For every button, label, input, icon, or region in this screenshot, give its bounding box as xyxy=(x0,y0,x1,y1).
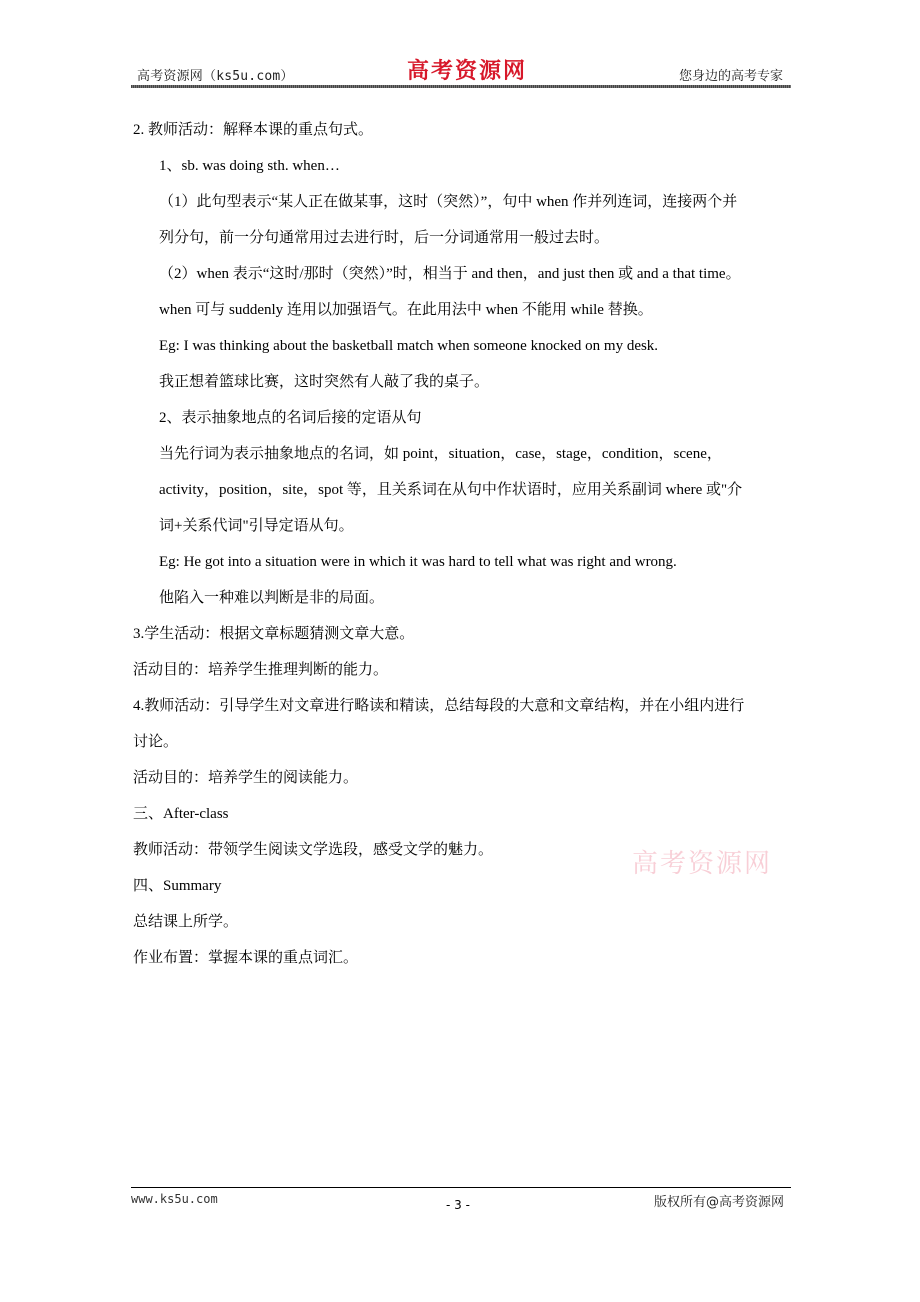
page-header xyxy=(131,54,791,86)
example-translation: 他陷入一种难以判断是非的局面。 xyxy=(159,590,385,606)
section-heading-after-class: 三、After-class xyxy=(133,806,229,822)
body-text-line: 列分句，前一分句通常用过去进行时，后一分词通常用一般过去时。 xyxy=(159,230,610,246)
sentence-pattern-2-title: 2、表示抽象地点的名词后接的定语从句 xyxy=(159,410,422,426)
example-sentence: Eg: I was thinking about the basketball match when someone knocked on my desk. xyxy=(159,338,659,354)
page-number: - 3 - xyxy=(446,1198,470,1212)
activity-goal: 活动目的：培养学生的阅读能力。 xyxy=(133,770,359,786)
body-text-line: （2）when 表示“这时/那时（突然）”时，相当于 and then，and just then 或 and a that time。 xyxy=(159,266,741,282)
body-text-line: 总结课上所学。 xyxy=(133,914,239,930)
footer-divider xyxy=(131,1187,791,1188)
example-sentence: Eg: He got into a situation were in which it was hard to tell what was right and wrong. xyxy=(159,554,677,570)
section-heading-student-activity: 3.学生活动：根据文章标题猜测文章大意。 xyxy=(133,626,415,642)
footer-copyright: 版权所有@高考资源网 xyxy=(653,1195,784,1210)
footer-website: www.ks5u.com xyxy=(131,1192,218,1206)
body-text-line: 词+关系代词"引导定语从句。 xyxy=(159,518,354,534)
body-text-line: 教师活动：带领学生阅读文学选段，感受文学的魅力。 xyxy=(133,842,494,858)
header-divider xyxy=(131,85,791,88)
header-slogan: 您身边的高考专家 xyxy=(678,69,783,84)
example-translation: 我正想着篮球比赛，这时突然有人敲了我的桌子。 xyxy=(159,374,490,390)
section-heading-teacher-activity: 2. 教师活动：解释本课的重点句式。 xyxy=(133,122,374,138)
section-heading-teacher-activity-4: 4.教师活动：引导学生对文章进行略读和精读，总结每段的大意和文章结构，并在小组内进行 xyxy=(133,698,745,714)
header-site-name: 高考资源网（ks5u.com） xyxy=(137,69,294,84)
body-text-line: activity，position，site，spot 等，且关系词在从句中作状语时，应用关系副词 where 或"介 xyxy=(159,482,743,498)
homework-line: 作业布置：掌握本课的重点词汇。 xyxy=(133,950,359,966)
body-text-line: when 可与 suddenly 连用以加强语气。在此用法中 when 不能用 while 替换。 xyxy=(159,302,653,318)
section-heading-summary: 四、Summary xyxy=(133,878,222,894)
body-text-line: 讨论。 xyxy=(133,734,179,750)
activity-goal: 活动目的：培养学生推理判断的能力。 xyxy=(133,662,389,678)
watermark: 高考资源网 xyxy=(632,849,773,879)
body-text-line: （1）此句型表示“某人正在做某事，这时（突然）”，句中 when 作并列连词，连接两个并 xyxy=(159,194,738,210)
sentence-pattern-1-title: 1、sb. was doing sth. when… xyxy=(159,158,340,174)
header-logo: 高考资源网 xyxy=(407,58,528,84)
body-text-line: 当先行词为表示抽象地点的名词，如 point，situation，case，stage，condition，scene， xyxy=(159,446,722,462)
